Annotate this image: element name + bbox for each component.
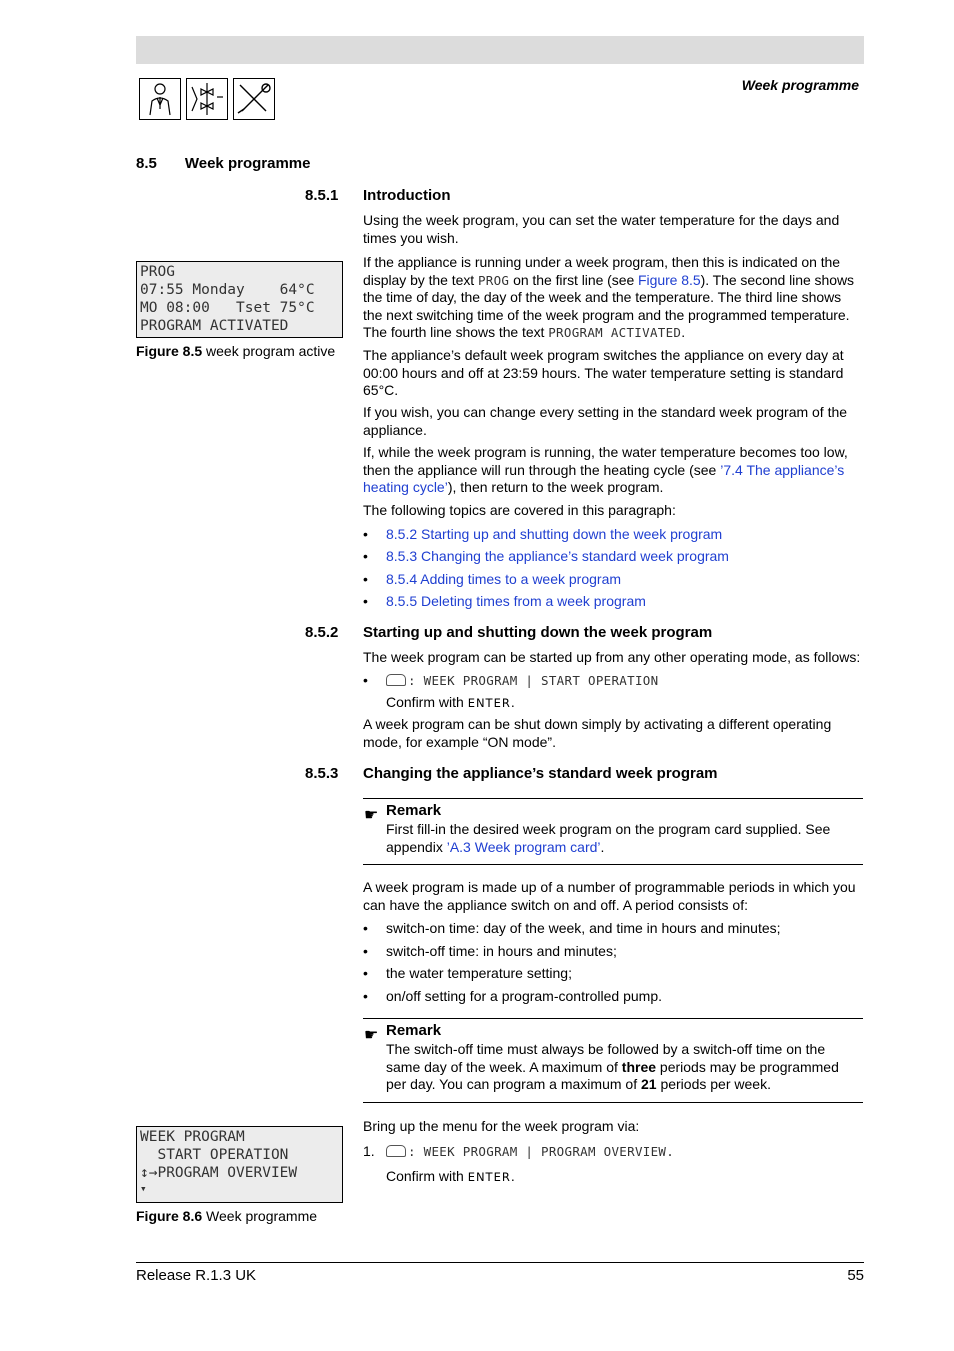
change-paragraph-1: A week program is made up of a number of programmable periods in which you can have the appliance switch on and off. A period consists of:: [363, 879, 856, 913]
remark-box-1: ☛ Remark First fill-in the desired week program on the program card supplied. See appendix ’A.3 Week program card’.: [363, 798, 863, 865]
heating-cycle-link[interactable]: ’7.4 The appliance’s heating cycle’: [363, 461, 845, 496]
section-8-5-3-title: Changing the appliance’s standard week program: [363, 765, 718, 782]
intro-paragraph-3: The appliance’s default week program switches the appliance on every day at 00:00 hours and off at 23:59 hours. The water temperature setting is standard 65°C.: [363, 347, 844, 399]
section-8-5-2-title: Starting up and shutting down the week program: [363, 624, 713, 641]
intro-paragraph-1: Using the week program, you can set the water temperature for the days and times you wish.: [363, 212, 840, 246]
menu-icon: [386, 674, 406, 686]
release-label: Release R.1.3 UK: [136, 1267, 257, 1284]
intro-paragraph-5: If, while the week program is running, the water temperature becomes too low, then the appliance will run through the heating cycle (see ’7.4 The appliance’s heating cycle’), then return to the week program.: [363, 444, 848, 496]
footer-rule: [136, 1262, 864, 1263]
figure-8-6-display: WEEK PROGRAM START OPERATION ↕→PROGRAM OVERVIEW ▾: [136, 1126, 343, 1203]
section-8-5-1-number: 8.5.1: [305, 187, 339, 204]
menu-icon: [386, 1145, 406, 1157]
running-header: Week programme: [741, 77, 859, 93]
valve-icon: [186, 78, 228, 120]
start-paragraph-2: A week program can be shut down simply by activating a different operating mode, for example “ON mode”.: [363, 716, 832, 750]
section-8-5-3-number: 8.5.3: [305, 765, 339, 782]
user-icon: [139, 78, 181, 120]
intro-paragraph-6: The following topics are covered in this paragraph:: [363, 502, 676, 518]
intro-paragraph-2: If the appliance is running under a week program, then this is indicated on the display by the text PROG on the first line (see Figure 8.5). The second line shows the time of day, the day of the week and the temperature. The third line shows the next switching time of the week program and the programmed temperature. The fourth line shows the text PROGRAM ACTIVATED.: [363, 254, 854, 341]
figure-8-5-caption: Figure 8.5 week program active: [136, 343, 336, 359]
program-card-link[interactable]: ’A.3 Week program card’: [446, 838, 601, 855]
change-paragraph-2: Bring up the menu for the week program via:: [363, 1118, 640, 1134]
figure-8-5-link[interactable]: Figure 8.5: [638, 271, 701, 288]
figure-8-6-caption: Figure 8.6 Week programme: [136, 1208, 318, 1224]
pointing-hand-icon: ☛: [364, 807, 379, 824]
header-bar: [136, 36, 864, 64]
section-8-5-1-title: Introduction: [363, 187, 451, 204]
start-paragraph-1: The week program can be started up from any other operating mode, as follows:: [363, 649, 861, 665]
intro-paragraph-4: If you wish, you can change every setting in the standard week program of the appliance.: [363, 404, 848, 438]
pointing-hand-icon: ☛: [364, 1027, 379, 1044]
confirm-enter-line: Confirm with ENTER.: [386, 694, 515, 710]
confirm-enter-line: Confirm with ENTER.: [386, 1168, 515, 1184]
remark-box-2: ☛ Remark The switch-off time must always be followed by a switch-off time on the same day of the week. A maximum of three periods may be programmed per day. You can program a maximum of 21 periods per week.: [363, 1018, 863, 1103]
figure-8-5-display: PROG 07:55 Monday 64°C MO 08:00 Tset 75°C PROGRAM ACTIVATED: [136, 261, 343, 338]
section-8-5-2-number: 8.5.2: [305, 624, 339, 641]
page-number: 55: [847, 1267, 864, 1284]
tools-icon: [233, 78, 275, 120]
section-8-5-heading: 8.5 Week programme: [136, 155, 311, 172]
